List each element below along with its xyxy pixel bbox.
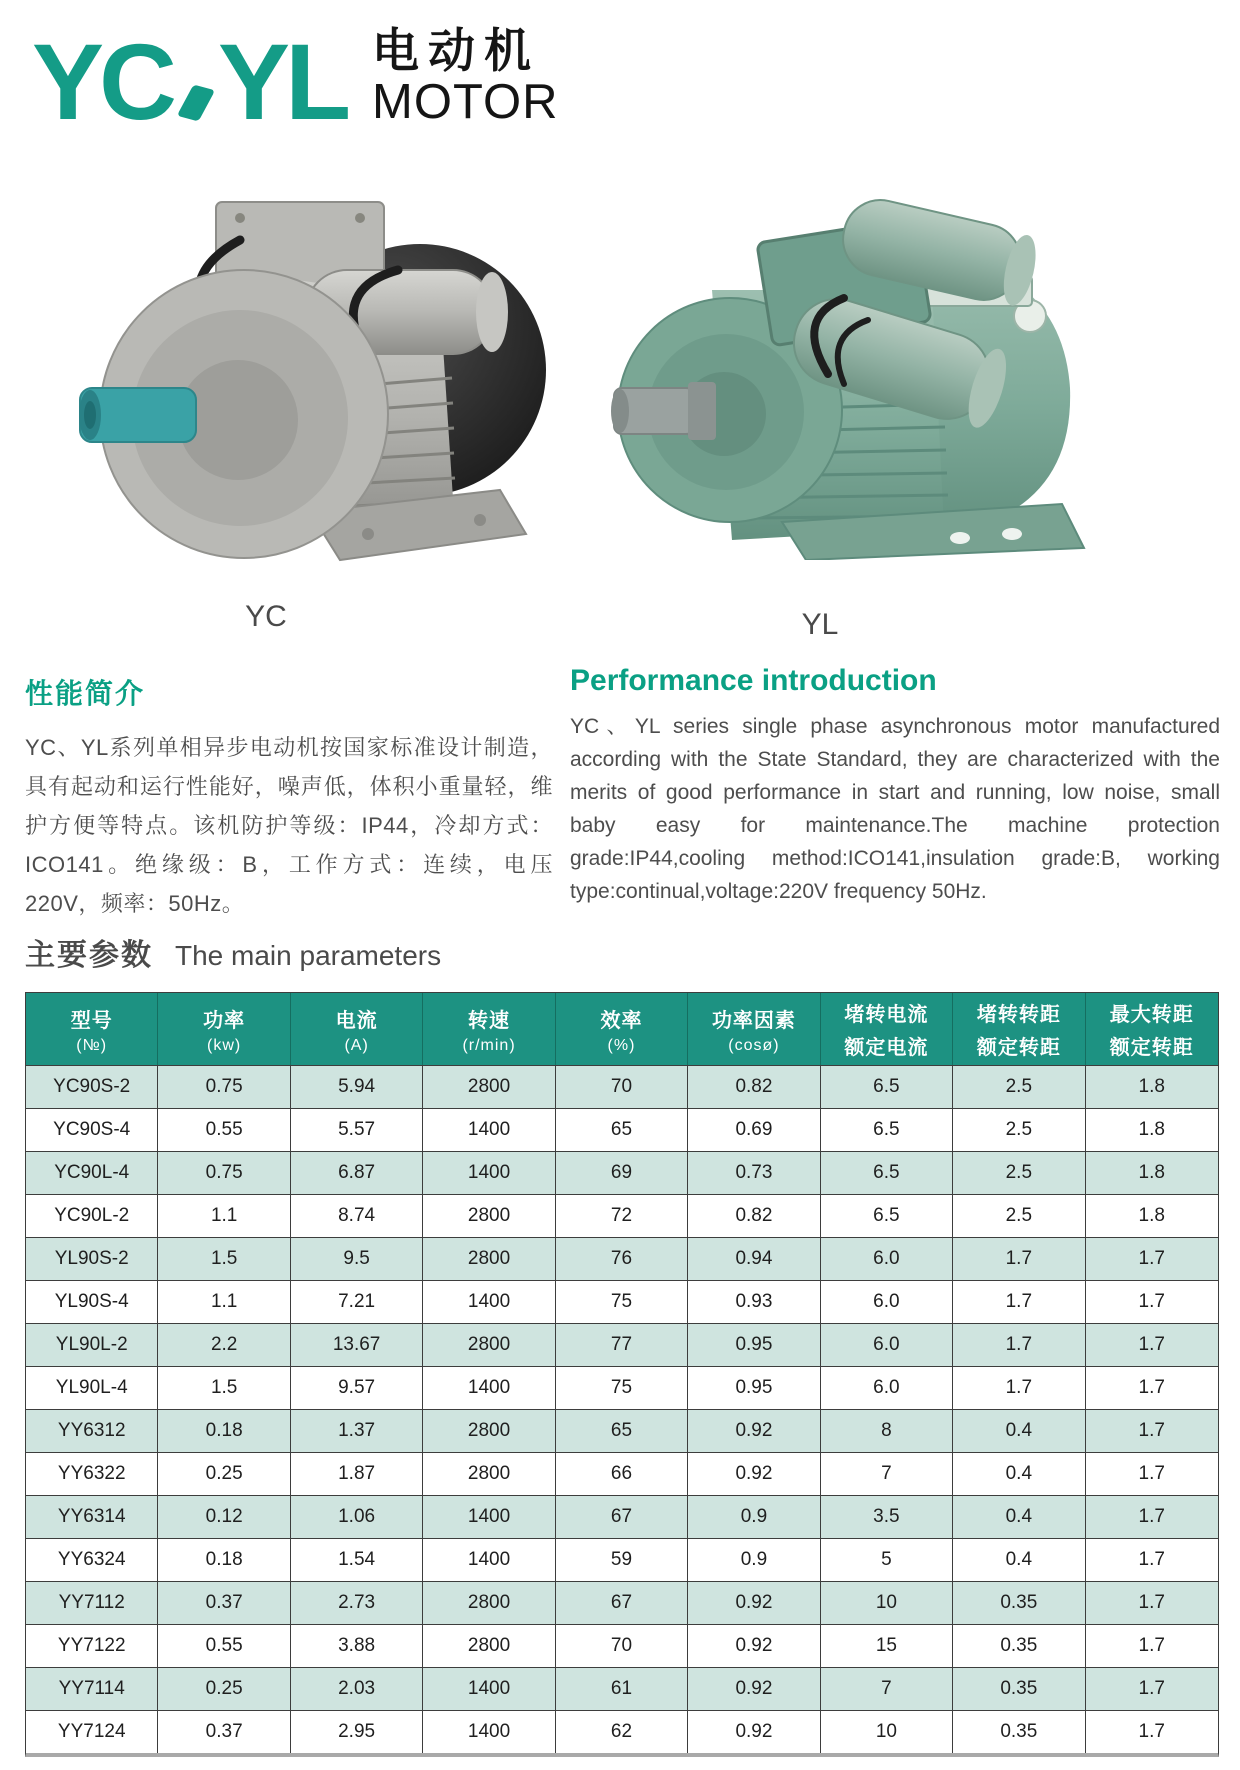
cell-locked-rotor-current: 8 bbox=[821, 1410, 953, 1452]
table-header-cell bbox=[291, 993, 423, 1065]
cell-max-torque: 1.7 bbox=[1138, 1420, 1165, 1441]
cell-model: YC90S-4 bbox=[26, 1109, 158, 1151]
cell-power-factor: 0.92 bbox=[688, 1711, 820, 1753]
cell-power-kw: 0.12 bbox=[158, 1496, 290, 1538]
cell-efficiency: 70 bbox=[556, 1066, 688, 1108]
table-header-cell bbox=[26, 993, 158, 1065]
cell-speed-rpm: 1400 bbox=[423, 1668, 555, 1710]
logo-subtitle-cn: 电动机 bbox=[372, 24, 541, 77]
header-line2: 额定电流 bbox=[844, 1037, 929, 1059]
cell-current-a: 9.5 bbox=[291, 1238, 423, 1280]
table-row bbox=[26, 1625, 1218, 1668]
yl-caption: YL bbox=[801, 608, 839, 641]
cell-model: YL90S-4 bbox=[26, 1281, 158, 1323]
performance-intro-en bbox=[570, 664, 1220, 908]
cell-power-factor: 0.95 bbox=[688, 1324, 820, 1366]
cell-locked-rotor-current: 6.5 bbox=[821, 1152, 953, 1194]
table-row bbox=[26, 1582, 1218, 1625]
cell-current-a: 2.95 bbox=[291, 1711, 423, 1753]
header-line2: (r/min) bbox=[462, 1036, 516, 1054]
performance-intro-cn-title: 性能简介 bbox=[25, 678, 146, 709]
cell-model: YY6324 bbox=[26, 1539, 158, 1581]
cell-model: YY7122 bbox=[26, 1625, 158, 1667]
header-line2: (kw) bbox=[207, 1036, 242, 1054]
cell-current-a: 5.57 bbox=[291, 1109, 423, 1151]
cell-current-a: 13.67 bbox=[291, 1324, 423, 1366]
cell-efficiency: 65 bbox=[556, 1410, 688, 1452]
cell-power-kw: 1.5 bbox=[158, 1367, 290, 1409]
cell-speed-rpm: 1400 bbox=[423, 1711, 555, 1753]
cell-locked-rotor-current: 5 bbox=[821, 1539, 953, 1581]
cell-power-kw: 1.1 bbox=[158, 1281, 290, 1323]
performance-intro-cn bbox=[25, 672, 553, 923]
cell-locked-rotor-current: 10 bbox=[821, 1711, 953, 1753]
cell-locked-rotor-current: 7 bbox=[821, 1668, 953, 1710]
cell-locked-rotor-current: 6.0 bbox=[821, 1324, 953, 1366]
cell-efficiency: 66 bbox=[556, 1453, 688, 1495]
cell-current-a: 5.94 bbox=[291, 1066, 423, 1108]
cell-power-factor: 0.92 bbox=[688, 1582, 820, 1624]
brand-right: YL bbox=[218, 21, 347, 143]
cell-power-kw: 0.37 bbox=[158, 1711, 290, 1753]
cell-speed-rpm: 1400 bbox=[423, 1281, 555, 1323]
yc-caption: YC bbox=[245, 600, 287, 633]
cell-model: YL90L-4 bbox=[26, 1367, 158, 1409]
cell-efficiency: 59 bbox=[556, 1539, 688, 1581]
cell-efficiency: 67 bbox=[556, 1582, 688, 1624]
cell-model: YY6322 bbox=[26, 1453, 158, 1495]
cell-model: YY6312 bbox=[26, 1410, 158, 1452]
cell-locked-rotor-torque: 1.7 bbox=[953, 1367, 1085, 1409]
cell-efficiency: 67 bbox=[556, 1496, 688, 1538]
cell-max-torque: 1.8 bbox=[1138, 1076, 1165, 1097]
cell-efficiency: 75 bbox=[556, 1367, 688, 1409]
cell-current-a: 1.54 bbox=[291, 1539, 423, 1581]
brand-wordmark bbox=[32, 21, 347, 143]
table-header-cell bbox=[556, 993, 688, 1065]
cell-model: YY7124 bbox=[26, 1711, 158, 1753]
cell-speed-rpm: 1400 bbox=[423, 1152, 555, 1194]
cell-model: YL90S-2 bbox=[26, 1238, 158, 1280]
cell-max-torque: 1.7 bbox=[1138, 1248, 1165, 1269]
cell-power-kw: 0.55 bbox=[158, 1625, 290, 1667]
cell-locked-rotor-torque: 0.4 bbox=[953, 1410, 1085, 1452]
cell-locked-rotor-current: 6.0 bbox=[821, 1281, 953, 1323]
cell-efficiency: 62 bbox=[556, 1711, 688, 1753]
cell-current-a: 1.37 bbox=[291, 1410, 423, 1452]
cell-max-torque: 1.7 bbox=[1138, 1721, 1165, 1742]
cell-power-factor: 0.9 bbox=[688, 1539, 820, 1581]
cell-power-kw: 0.18 bbox=[158, 1410, 290, 1452]
table-row bbox=[26, 1281, 1218, 1324]
cell-speed-rpm: 2800 bbox=[423, 1195, 555, 1237]
cell-power-kw: 1.5 bbox=[158, 1238, 290, 1280]
cell-power-kw: 1.1 bbox=[158, 1195, 290, 1237]
cell-max-torque: 1.7 bbox=[1138, 1291, 1165, 1312]
table-header-row bbox=[26, 993, 1218, 1066]
cell-max-torque: 1.7 bbox=[1138, 1506, 1165, 1527]
cell-speed-rpm: 1400 bbox=[423, 1367, 555, 1409]
cell-speed-rpm: 1400 bbox=[423, 1496, 555, 1538]
header-line2: 额定转距 bbox=[1109, 1037, 1194, 1059]
cell-max-torque: 1.7 bbox=[1138, 1549, 1165, 1570]
cell-locked-rotor-torque: 2.5 bbox=[953, 1152, 1085, 1194]
cell-max-torque: 1.7 bbox=[1138, 1678, 1165, 1699]
table-row bbox=[26, 1195, 1218, 1238]
cell-power-factor: 0.82 bbox=[688, 1066, 820, 1108]
cell-locked-rotor-torque: 2.5 bbox=[953, 1109, 1085, 1151]
cell-power-factor: 0.92 bbox=[688, 1625, 820, 1667]
brand-logo bbox=[32, 21, 559, 143]
table-row bbox=[26, 1152, 1218, 1195]
cell-model: YC90L-4 bbox=[26, 1152, 158, 1194]
cell-efficiency: 61 bbox=[556, 1668, 688, 1710]
header-line1: 效率 bbox=[600, 1009, 643, 1032]
table-header-cell bbox=[688, 993, 820, 1065]
table-row bbox=[26, 1711, 1218, 1753]
table-row bbox=[26, 1668, 1218, 1711]
cell-speed-rpm: 2800 bbox=[423, 1324, 555, 1366]
table-title bbox=[25, 930, 441, 974]
cell-max-torque: 1.8 bbox=[1138, 1162, 1165, 1183]
performance-intro-cn-body: YC、YL系列单相异步电动机按国家标准设计制造，具有起动和运行性能好，噪声低，体积小重量轻，维护方便等特点。该机防护等级：IP44，冷却方式：ICO141。绝缘级：B，工作方式：连续，电压220V，频率：50Hz。 bbox=[25, 735, 553, 916]
cell-power-factor: 0.93 bbox=[688, 1281, 820, 1323]
brand-comma-mark bbox=[177, 85, 215, 122]
cell-power-kw: 2.2 bbox=[158, 1324, 290, 1366]
cell-locked-rotor-torque: 0.35 bbox=[953, 1668, 1085, 1710]
cell-current-a: 3.88 bbox=[291, 1625, 423, 1667]
cell-speed-rpm: 1400 bbox=[423, 1539, 555, 1581]
table-title-en: The main parameters bbox=[175, 940, 442, 971]
cell-max-torque: 1.7 bbox=[1138, 1334, 1165, 1355]
cell-power-kw: 0.75 bbox=[158, 1152, 290, 1194]
cell-locked-rotor-torque: 1.7 bbox=[953, 1281, 1085, 1323]
header-line2: (№) bbox=[76, 1036, 108, 1054]
cell-power-kw: 0.25 bbox=[158, 1453, 290, 1495]
cell-power-kw: 0.55 bbox=[158, 1109, 290, 1151]
header-line1: 堵转转距 bbox=[976, 1004, 1061, 1026]
cell-power-kw: 0.75 bbox=[158, 1066, 290, 1108]
cell-current-a: 1.06 bbox=[291, 1496, 423, 1538]
cell-locked-rotor-current: 3.5 bbox=[821, 1496, 953, 1538]
cell-locked-rotor-torque: 0.35 bbox=[953, 1625, 1085, 1667]
cell-current-a: 2.03 bbox=[291, 1668, 423, 1710]
yl-motor-image bbox=[592, 198, 1086, 560]
cell-power-factor: 0.94 bbox=[688, 1238, 820, 1280]
cell-power-factor: 0.69 bbox=[688, 1109, 820, 1151]
header-line2: (%) bbox=[607, 1036, 636, 1054]
table-row bbox=[26, 1496, 1218, 1539]
cell-locked-rotor-current: 6.5 bbox=[821, 1195, 953, 1237]
cell-max-torque: 1.8 bbox=[1138, 1119, 1165, 1140]
table-header-cell bbox=[953, 993, 1085, 1065]
cell-locked-rotor-torque: 1.7 bbox=[953, 1324, 1085, 1366]
cell-power-factor: 0.92 bbox=[688, 1668, 820, 1710]
cell-power-kw: 0.37 bbox=[158, 1582, 290, 1624]
cell-locked-rotor-current: 7 bbox=[821, 1453, 953, 1495]
table-row bbox=[26, 1109, 1218, 1152]
cell-max-torque: 1.7 bbox=[1138, 1635, 1165, 1656]
yl-motor-photo bbox=[592, 198, 1086, 560]
yc-motor-photo bbox=[68, 182, 550, 580]
cell-model: YY7114 bbox=[26, 1668, 158, 1710]
table-body bbox=[26, 1066, 1218, 1753]
table-header-cell bbox=[423, 993, 555, 1065]
table-row bbox=[26, 1367, 1218, 1410]
table-row bbox=[26, 1238, 1218, 1281]
cell-speed-rpm: 1400 bbox=[423, 1109, 555, 1151]
cell-locked-rotor-current: 15 bbox=[821, 1625, 953, 1667]
cell-locked-rotor-torque: 2.5 bbox=[953, 1195, 1085, 1237]
yc-motor-image bbox=[68, 182, 550, 580]
cell-locked-rotor-current: 10 bbox=[821, 1582, 953, 1624]
cell-power-factor: 0.73 bbox=[688, 1152, 820, 1194]
table-title-cn: 主要参数 bbox=[25, 939, 153, 972]
brand-left: YC bbox=[32, 21, 173, 143]
cell-current-a: 9.57 bbox=[291, 1367, 423, 1409]
cell-speed-rpm: 2800 bbox=[423, 1582, 555, 1624]
cell-max-torque: 1.7 bbox=[1138, 1592, 1165, 1613]
cell-power-factor: 0.92 bbox=[688, 1410, 820, 1452]
cell-current-a: 7.21 bbox=[291, 1281, 423, 1323]
table-header-cell bbox=[158, 993, 290, 1065]
cell-locked-rotor-current: 6.5 bbox=[821, 1066, 953, 1108]
header-line2: 额定转距 bbox=[976, 1037, 1061, 1059]
cell-power-factor: 0.95 bbox=[688, 1367, 820, 1409]
cell-power-kw: 0.25 bbox=[158, 1668, 290, 1710]
cell-locked-rotor-torque: 0.4 bbox=[953, 1496, 1085, 1538]
cell-power-factor: 0.82 bbox=[688, 1195, 820, 1237]
table-row bbox=[26, 1453, 1218, 1496]
cell-model: YL90L-2 bbox=[26, 1324, 158, 1366]
cell-current-a: 1.87 bbox=[291, 1453, 423, 1495]
cell-model: YC90L-2 bbox=[26, 1195, 158, 1237]
header-line1: 功率 bbox=[203, 1009, 246, 1032]
logo-subtitle-en: MOTOR bbox=[372, 75, 559, 130]
table-row bbox=[26, 1066, 1218, 1109]
header-line1: 堵转电流 bbox=[844, 1004, 929, 1026]
cell-locked-rotor-current: 6.0 bbox=[821, 1238, 953, 1280]
cell-max-torque: 1.7 bbox=[1138, 1463, 1165, 1484]
cell-locked-rotor-torque: 0.35 bbox=[953, 1711, 1085, 1753]
cell-speed-rpm: 2800 bbox=[423, 1066, 555, 1108]
cell-power-factor: 0.92 bbox=[688, 1453, 820, 1495]
cell-efficiency: 69 bbox=[556, 1152, 688, 1194]
cell-current-a: 8.74 bbox=[291, 1195, 423, 1237]
table-row bbox=[26, 1410, 1218, 1453]
cell-speed-rpm: 2800 bbox=[423, 1238, 555, 1280]
cell-max-torque: 1.7 bbox=[1138, 1377, 1165, 1398]
parameters-table bbox=[25, 992, 1219, 1757]
cell-model: YY7112 bbox=[26, 1582, 158, 1624]
cell-efficiency: 70 bbox=[556, 1625, 688, 1667]
cell-efficiency: 72 bbox=[556, 1195, 688, 1237]
cell-locked-rotor-torque: 0.4 bbox=[953, 1453, 1085, 1495]
table-row bbox=[26, 1539, 1218, 1582]
header-line1: 最大转距 bbox=[1109, 1004, 1194, 1026]
header-line1: 转速 bbox=[468, 1009, 511, 1032]
cell-locked-rotor-torque: 1.7 bbox=[953, 1238, 1085, 1280]
logo-subtitle bbox=[372, 26, 558, 129]
cell-locked-rotor-current: 6.5 bbox=[821, 1109, 953, 1151]
table-header-cell bbox=[1086, 993, 1218, 1065]
cell-power-factor: 0.9 bbox=[688, 1496, 820, 1538]
cell-power-kw: 0.18 bbox=[158, 1539, 290, 1581]
cell-model: YY6314 bbox=[26, 1496, 158, 1538]
cell-locked-rotor-torque: 0.4 bbox=[953, 1539, 1085, 1581]
cell-current-a: 2.73 bbox=[291, 1582, 423, 1624]
header-line2: (cosø) bbox=[728, 1036, 780, 1054]
header-line1: 功率因素 bbox=[711, 1009, 796, 1032]
cell-efficiency: 77 bbox=[556, 1324, 688, 1366]
performance-intro-en-title: Performance introduction bbox=[570, 664, 937, 697]
cell-speed-rpm: 2800 bbox=[423, 1453, 555, 1495]
cell-locked-rotor-torque: 2.5 bbox=[953, 1066, 1085, 1108]
header-line1: 型号 bbox=[70, 1009, 113, 1032]
cell-efficiency: 65 bbox=[556, 1109, 688, 1151]
cell-max-torque: 1.8 bbox=[1138, 1205, 1165, 1226]
performance-intro-en-body: YC、YL series single phase asynchronous motor manufactured according with the State Standard, they are characterized with the merits of good performance in start and running, low noise, small baby easy for maintenance.The machine protection grade:IP44,cooling method:ICO141,insulation grade:B, working type:continual,voltage:220V frequency 50Hz. bbox=[570, 715, 1220, 903]
cell-locked-rotor-current: 6.0 bbox=[821, 1367, 953, 1409]
cell-model: YC90S-2 bbox=[26, 1066, 158, 1108]
cell-speed-rpm: 2800 bbox=[423, 1625, 555, 1667]
table-header-cell bbox=[821, 993, 953, 1065]
header-line2: (A) bbox=[344, 1036, 369, 1054]
cell-speed-rpm: 2800 bbox=[423, 1410, 555, 1452]
cell-efficiency: 76 bbox=[556, 1238, 688, 1280]
cell-locked-rotor-torque: 0.35 bbox=[953, 1582, 1085, 1624]
header-line1: 电流 bbox=[335, 1009, 378, 1032]
cell-current-a: 6.87 bbox=[291, 1152, 423, 1194]
cell-efficiency: 75 bbox=[556, 1281, 688, 1323]
table-row bbox=[26, 1324, 1218, 1367]
